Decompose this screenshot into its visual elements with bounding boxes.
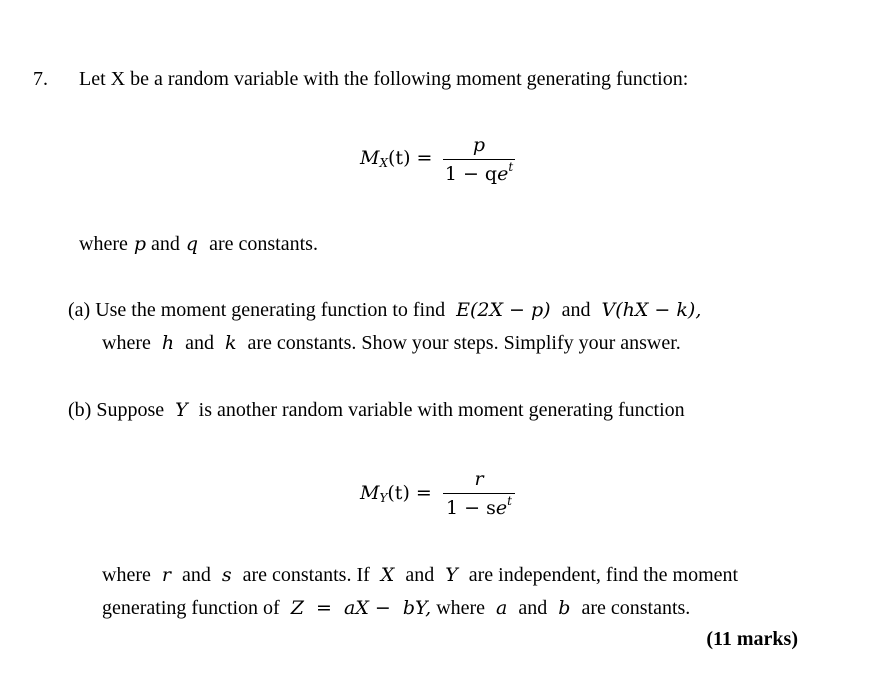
mgf-y-denominator: $1 - se^t$ [446, 494, 512, 519]
part-b-line3: where r and s are constants. If X and Y are independent, find the moment [102, 564, 739, 586]
question-number: 7. [33, 68, 48, 90]
question-intro: Let X be a random variable with the following moment generating function: [79, 68, 689, 90]
part-b-line1: (b) Suppose Y is another random variable with moment generating function [68, 399, 685, 421]
mgf-y-lhs: $M_Y(t)$ = [360, 482, 432, 505]
part-a-label: (a) [68, 299, 91, 321]
where-pq-line: where p and q are constants. [79, 233, 318, 255]
mgf-y-fraction [443, 468, 515, 519]
part-b-line4: generating function of Z = aX − bY, where a and b are constants. [102, 597, 691, 619]
marks-label: (11 marks) [706, 628, 798, 650]
mgf-x-numerator: p [472, 134, 486, 156]
mgf-x-fraction [443, 134, 515, 185]
mgf-x-lhs: $M_X(t)$ = [360, 147, 433, 170]
mgf-y-numerator: r [474, 468, 484, 490]
mgf-x-denominator: $1 - qe^t$ [444, 160, 514, 185]
part-a-line2: where h and k are constants. Show your steps. Simplify your answer. [102, 332, 681, 354]
part-a-line1: (a) Use the moment generating function to find E(2X − p) and V(hX − k), [68, 299, 702, 321]
part-b-label: (b) [68, 399, 92, 421]
